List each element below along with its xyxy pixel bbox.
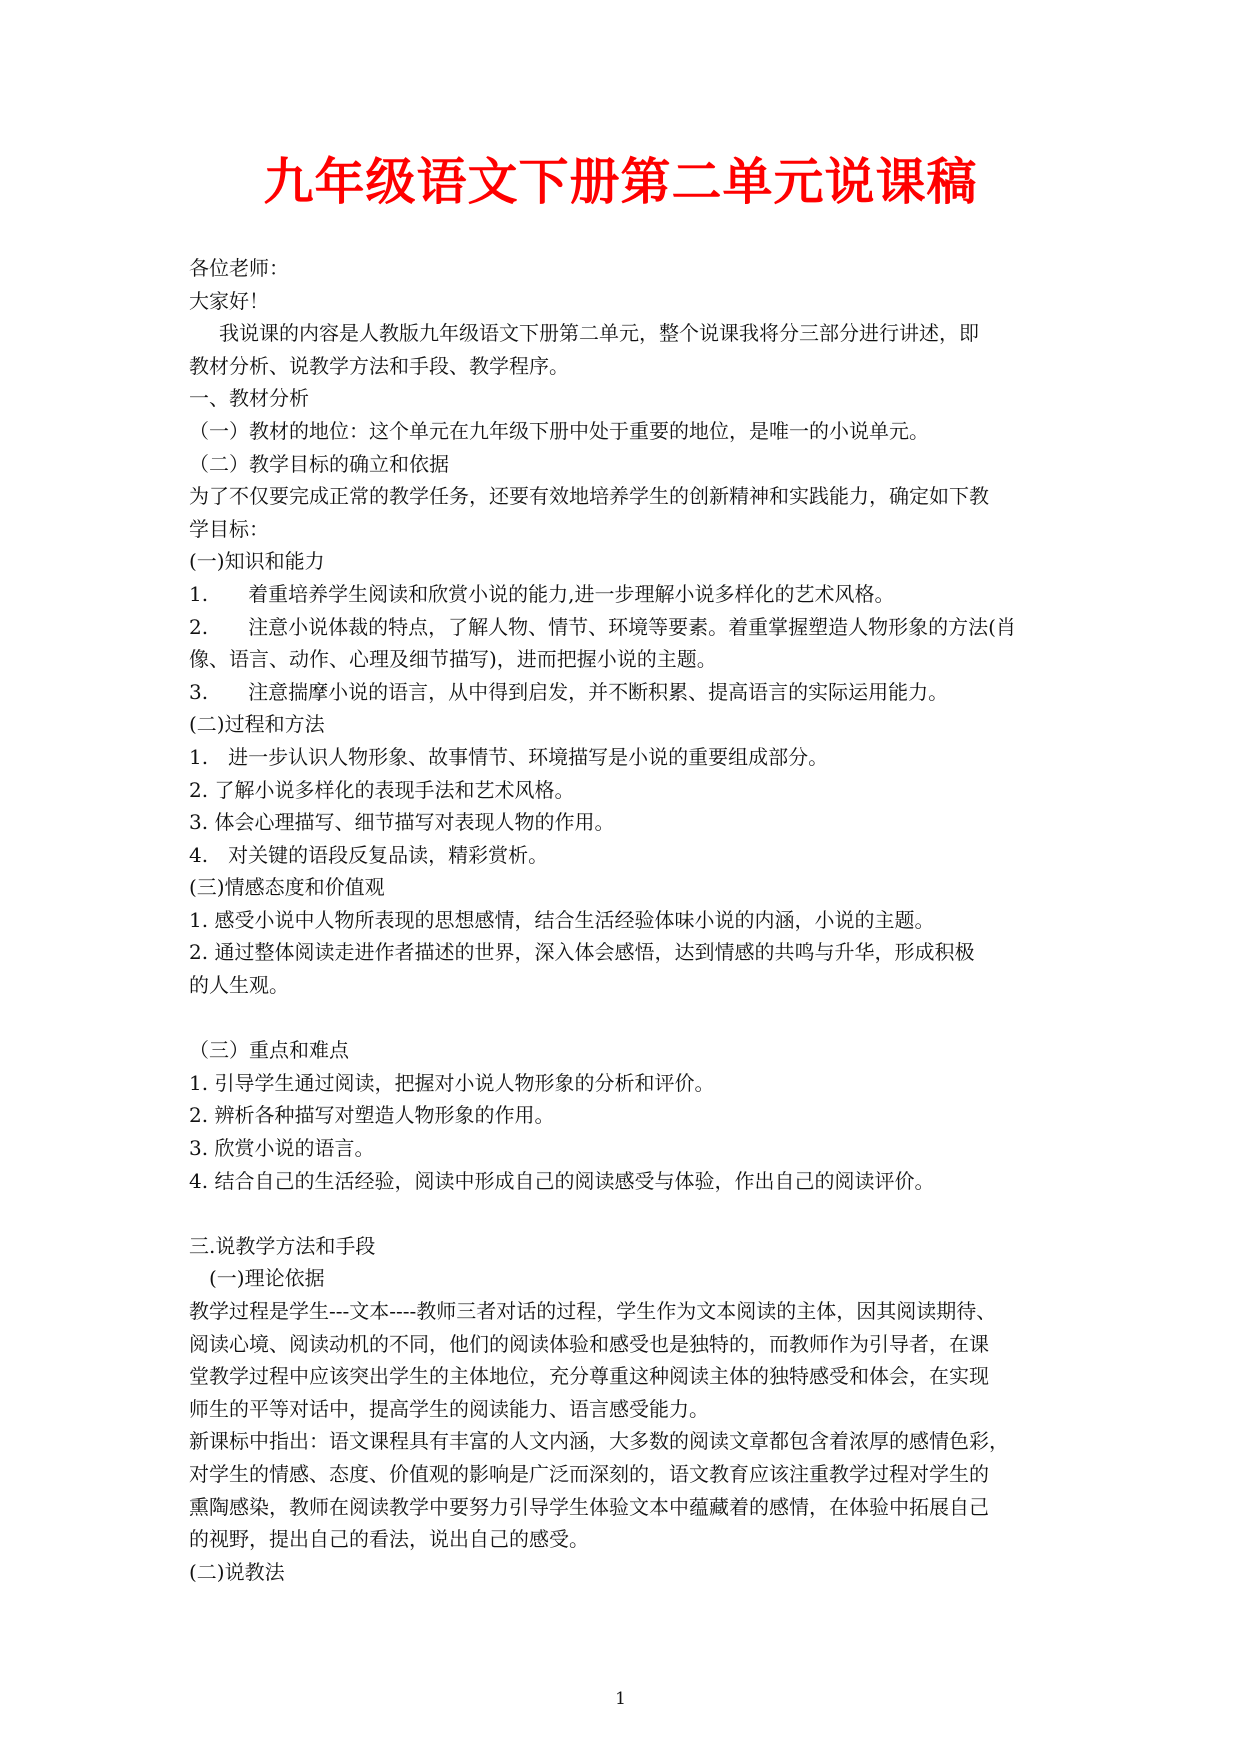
intro-line: 我说课的内容是人教版九年级语文下册第二单元，整个说课我将分三部分进行讲述，即 xyxy=(219,321,979,346)
intro-line: 教材分析、说教学方法和手段、教学程序。 xyxy=(189,353,569,378)
list-item-continued: 像、语言、动作、心理及细节描写)，进而把握小说的主题。 xyxy=(189,647,717,672)
subsection-heading: （二）教学目标的确立和依据 xyxy=(189,451,449,476)
blank-line xyxy=(189,1002,1061,1035)
blank-line xyxy=(189,1197,1061,1230)
paragraph-line: 师生的平等对话中，提高学生的阅读能力、语言感受能力。 xyxy=(189,1396,709,1421)
paragraph-line: 为了不仅要完成正常的教学任务，还要有效地培养学生的创新精神和实践能力，确定如下教 xyxy=(189,484,989,509)
document-title: 九年级语文下册第二单元说课稿 xyxy=(263,152,978,211)
list-item: 2. 辨析各种描写对塑造人物形象的作用。 xyxy=(189,1103,555,1128)
list-item: 3. 欣赏小说的语言。 xyxy=(189,1136,375,1161)
list-item: 1. 引导学生通过阅读，把握对小说人物形象的分析和评价。 xyxy=(189,1070,715,1095)
paragraph-line: 对学生的情感、态度、价值观的影响是广泛而深刻的，语文教育应该注重教学过程对学生的 xyxy=(189,1461,989,1486)
list-item: 3. 体会心理描写、细节描写对表现人物的作用。 xyxy=(189,810,615,835)
subsection-heading: (二)说教法 xyxy=(189,1559,285,1584)
salutation: 各位老师： xyxy=(189,256,289,280)
list-item: 2. 注意小说体裁的特点，了解人物、情节、环境等要素。着重掌握塑造人物形象的方法(肖 xyxy=(189,614,1016,639)
list-item: 2. 通过整体阅读走进作者描述的世界，深入体会感悟，达到情感的共鸣与升华，形成积极 xyxy=(189,940,975,965)
list-item: 1. 感受小说中人物所表现的思想感情，结合生活经验体味小说的内涵，小说的主题。 xyxy=(189,907,935,932)
list-item: 2. 了解小说多样化的表现手法和艺术风格。 xyxy=(189,777,575,802)
paragraph-line: 学目标： xyxy=(189,516,269,541)
section-heading: 三.说教学方法和手段 xyxy=(189,1233,376,1258)
greeting: 大家好！ xyxy=(189,288,269,313)
paragraph-line: 教学过程是学生---文本----教师三者对话的过程，学生作为文本阅读的主体，因其阅读期待、 xyxy=(189,1299,997,1323)
list-item-continued: 的人生观。 xyxy=(189,973,289,998)
list-item: 1. 进一步认识人物形象、故事情节、环境描写是小说的重要组成部分。 xyxy=(189,744,829,769)
paragraph-line: 的视野，提出自己的看法，说出自己的感受。 xyxy=(189,1527,589,1552)
list-item: 4. 结合自己的生活经验，阅读中形成自己的阅读感受与体验，作出自己的阅读评价。 xyxy=(189,1168,935,1193)
section-heading: 一、教材分析 xyxy=(189,386,309,411)
subsection-heading: （三）重点和难点 xyxy=(189,1038,349,1063)
subsection-line: （一）教材的地位：这个单元在九年级下册中处于重要的地位，是唯一的小说单元。 xyxy=(189,418,929,443)
subsection-heading: (一)理论依据 xyxy=(209,1266,325,1291)
list-item: 4. 对关键的语段反复品读，精彩赏析。 xyxy=(189,842,549,867)
paragraph-line: 熏陶感染，教师在阅读教学中要努力引导学生体验文本中蕴藏着的感情，在体验中拓展自己 xyxy=(189,1494,989,1519)
document-body xyxy=(189,252,1061,1588)
paragraph-line: 阅读心境、阅读动机的不同，他们的阅读体验和感受也是独特的，而教师作为引导者，在课 xyxy=(189,1331,989,1356)
paragraph-line: 堂教学过程中应该突出学生的主体地位，充分尊重这种阅读主体的独特感受和体会，在实现 xyxy=(189,1364,989,1389)
page-number: 1 xyxy=(615,1689,626,1709)
list-item: 1. 着重培养学生阅读和欣赏小说的能力,进一步理解小说多样化的艺术风格。 xyxy=(189,581,895,606)
subsection-heading: (三)情感态度和价值观 xyxy=(189,875,385,900)
list-item: 3. 注意揣摩小说的语言，从中得到启发，并不断积累、提高语言的实际运用能力。 xyxy=(189,679,949,704)
subsection-heading: (一)知识和能力 xyxy=(189,549,325,574)
paragraph-line: 新课标中指出：语文课程具有丰富的人文内涵，大多数的阅读文章都包含着浓厚的感情色彩， xyxy=(189,1429,1009,1454)
subsection-heading: (二)过程和方法 xyxy=(189,712,325,737)
